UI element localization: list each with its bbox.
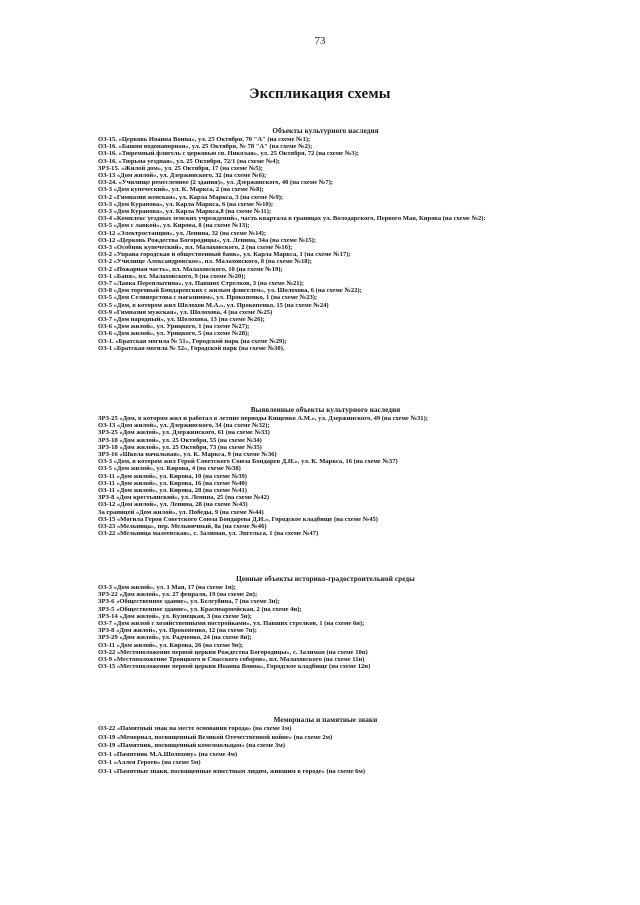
list-item: ОЗ-5 «Дом Селиверстова с магазином», ул. Прокопенко, 1 (на схеме №23);	[98, 294, 318, 302]
list-item: ЗРЗ-29 «Дом жилой», ул. Радченко, 24 (на схеме 8н);	[98, 634, 252, 642]
list-item: ОЗ-2 «Управа городская и общественный банк», ул. Карла Маркса, 1 (на схеме №17);	[98, 251, 351, 259]
list-item: ОЗ-2 «Училище Александровское», пл. Малаховского, 8 (на схеме №18);	[98, 258, 312, 266]
list-item: ЗРЗ-14 «Дом жилой», ул. Кузнецкая, 3 (на схеме 5н);	[98, 612, 252, 620]
list-item: ОЗ-1 «Памятник М.А.Шолохову» (на схеме 4м)	[98, 750, 238, 758]
section-heading: Объекты культурного наследия	[272, 127, 379, 135]
list-item: ЗРЗ-18 «Дом жилой», ул. 25 Октября, 55 (на схеме №34)	[98, 436, 262, 444]
list-item: ОЗ-4 «Комплекс уездных земских учреждений», часть квартала в границах ул. Володарского, Первого Мая, Кирова (на схеме №2):	[98, 215, 486, 223]
list-item: ОЗ-9 «Местоположение Троицкого и Спасского соборов», пл. Малаховского (на схеме 11н)	[98, 656, 365, 664]
list-item: ОЗ-1 «Братская могила № 52», Городской парк (на схеме №30).	[98, 344, 285, 352]
list-item: ОЗ-3 «Дом Куранова», ул. Карла Маркса,8 (на схеме №11);	[98, 208, 272, 216]
list-item: ОЗ-5 «Дом, в котором жил Шолохов М.А.», ул. Прокопенко, 15 (на схеме №24)	[98, 301, 329, 309]
list-item: ЗРЗ-25 «Дом, в котором жил и работал в летние периоды Кищенко А.М.», ул. Дзержинского, 49 (на схеме №31);	[98, 415, 428, 422]
list-item: ОЗ-13 «Дом жилой», ул. Дзержинского, 34 (на схеме №32);	[98, 422, 270, 430]
list-item: ЗРЗ-25 «Дом жилой», ул. Дзержинского, 61 (на схеме №33)	[98, 429, 270, 437]
list-item: ОЗ-11 «Дом жилой», ул. Кирова, 26 (на схеме 9н);	[98, 641, 244, 649]
list-item: ОЗ-19 «Памятник, посвященный комсомольцам» (на схеме 3м)	[98, 742, 285, 750]
list-item: ОЗ-11 «Дом жилой», ул. Кирова, 10 (на схеме №39)	[98, 472, 247, 480]
list-item: ОЗ-6 «Дом жилой», ул. Урицкого, 5 (на схеме №28);	[98, 330, 250, 338]
list-item: ОЗ-3 «Дом, в котором жил Герой Советского Союза Бондарев Д.И.», ул. К. Маркса, 16 (на схеме №37)	[98, 458, 398, 466]
list-item: ОЗ-1 «Баня», пл. Малаховского, 9 (на схеме №20);	[98, 272, 246, 280]
list-item: ОЗ-7 «Дом народный», ул. Шолохова, 13 (на схеме №26);	[98, 316, 265, 324]
list-item: ОЗ-22 «Мельница малеевская», с. Залиман, ул. Энгельса, 1 (на схеме №47)	[98, 530, 319, 538]
list-item: ОЗ-3 «Дом жилой», ул. 1 Мая, 17 (на схеме 1н);	[98, 584, 236, 591]
list-item: ОЗ-7 «Лавка Переплытина», ул. Павших Стрелков, 3 (на схеме №21);	[98, 280, 304, 288]
list-item: ЗРЗ-15. «Жилой дом», ул. 25 Октября, 17 (на схеме №5);	[98, 164, 263, 172]
entry-list	[98, 415, 553, 537]
entry-list	[98, 725, 553, 777]
list-item: ОЗ-12 «Электростанция», ул. Ленина, 32 (на схеме №14);	[98, 229, 267, 237]
list-item: ЗРЗ-18 «Дом жилой», ул. 25 Октября, 73 (на схеме №35)	[98, 443, 262, 451]
section-heading: Ценные объекты историко-градостроительной среды	[236, 575, 415, 583]
list-item: ОЗ-3 «Дом Куранова», ул. Карла Маркса, 6 (на схеме №10);	[98, 200, 274, 208]
list-item: ОЗ-11 «Дом жилой», ул. Кирова, 16 (на схеме №40)	[98, 479, 247, 487]
list-item: ЗРЗ-5 «Общественное здание», ул. Красноармейская, 2 (на схеме 4н);	[98, 605, 302, 613]
list-item: ЗРЗ-8 «Дом жилой», ул. Прокопенко, 12 (на схеме 7н);	[98, 627, 257, 635]
list-item: За границей «Дом жилой», ул. Победы, 9 (на схеме №44)	[98, 508, 264, 516]
list-item: ОЗ-13 «Дом жилой», ул. Дзержинского, 32 (на схеме №6);	[98, 172, 267, 180]
list-item: ОЗ-15 «Могила Героя Советского Союза Бондарева Д.И.», Городское кладбище (на схеме №45)	[98, 515, 378, 523]
entry-list	[98, 136, 553, 352]
section-memorials	[98, 715, 553, 777]
section-revealed-heritage	[98, 405, 553, 537]
list-item: ОЗ-15 «Местоположение первой церкви Иоанна Воина», Городское кладбище (на схеме 12н)	[98, 663, 371, 671]
list-item: ОЗ-5 «Дом жилой», ул. Кирова, 4 (на схеме №38)	[98, 465, 241, 473]
list-item: ОЗ-16. «Башня водонапорная», ул. 25 Октября, № 78 "А" (на схеме №2);	[98, 143, 313, 151]
page-title: Экспликация схемы	[249, 86, 391, 102]
list-item: ОЗ-23 «Мельница», пер. Мельничный, 8а (на схеме №46)	[98, 523, 267, 531]
list-item: ОЗ-9 «Гимназия мужская», ул. Шолохова, 4 (на схеме №25)	[98, 308, 273, 316]
list-item: ОЗ-22 «Местоположение первой церкви Рождества Богородицы», с. Залиман (на схеме 10н)	[98, 648, 368, 656]
section-heading: Мемориалы и памятные знаки	[273, 716, 378, 724]
list-item: ОЗ-19 «Мемориал, посвященный Великой Отечественной войне» (на схеме 2м)	[98, 733, 333, 741]
list-item: ОЗ-3 «Особняк купеческий», пл. Малаховского, 2 (на схеме №16);	[98, 244, 293, 252]
list-item: ОЗ-7 «Дом жилой с хозяйственными постройками», ул. Павших стрелков, 1 (на схеме 6н);	[98, 620, 365, 628]
entry-list	[98, 584, 553, 670]
list-item: ОЗ-24. «Училище ремесленное (2 здания)», ул. Дзержинского, 40 (на схеме №7);	[98, 179, 333, 187]
list-item: ОЗ-22 «Памятный знак на месте основания города» (на схеме 1м)	[98, 725, 292, 732]
list-item: ОЗ-2 «Пожарная часть», пл. Малаховского, 10 (на схеме №19);	[98, 265, 283, 273]
list-item: ОЗ-6 «Дом жилой», ул. Урицкого, 1 (на схеме №27);	[98, 323, 250, 331]
list-item: ЗРЗ-22 «Дом жилой», ул. 27 февраля, 19 (на схеме 2н);	[98, 591, 258, 599]
list-item: ОЗ-16. «Тюрьма уездная», ул. 25 Октября, 72/1 (на схеме №4);	[98, 157, 280, 165]
list-item: ОЗ-1. «Братская могила № 51», Городской парк (на схеме №29);	[98, 337, 287, 345]
list-item: ОЗ-8 «Дом торговый Бондаревских с жилым флигелем», ул. Шолохова, 6 (на схеме №22);	[98, 287, 362, 295]
list-item: ЗРЗ-6 «Общественное здание», ул. Белгубина, 7 (на схеме 3н);	[98, 598, 280, 606]
section-cultural-heritage	[98, 126, 553, 352]
list-item: ОЗ-16. «Тюремный флигель с церковью св. Николая», ул. 25 Октября, 72 (на схеме №3);	[98, 150, 359, 158]
page-number: 73	[314, 35, 326, 47]
section-heading: Выявленные объекты культурного наследия	[250, 406, 401, 414]
list-item: ОЗ-11 «Дом жилой», ул. Кирова, 28 (на схеме №41)	[98, 487, 247, 495]
list-item: ОЗ-12 «Дом жилой», ул. Ленина, 28 (на схеме №43)	[98, 501, 248, 509]
list-item: ОЗ-15. «Церковь Иоанна Воина», ул. 25 Октября, 70 "А" (на схеме №1);	[98, 136, 311, 143]
list-item: ОЗ-3 «Дом купеческий», ул. К. Маркса, 2 (на схеме №8);	[98, 186, 264, 194]
list-item: ЗРЗ-8 «Дом крестьянский», ул. Ленина, 25 (на схеме №42)	[98, 494, 270, 502]
list-item: ЗРЗ-16 «Школа начальная», ул. К. Маркса, 9 (на схеме №36)	[98, 451, 277, 459]
section-valuable-historic-objects	[98, 574, 553, 670]
list-item: ОЗ-12 «Церковь Рождества Богородицы», ул. Ленина, 34а (на схеме №15);	[98, 236, 317, 244]
list-item: ОЗ-1 «Памятные знаки, посвященные известным людям, жившим в городе» (на схеме 6м)	[98, 767, 366, 775]
list-item: ОЗ-1 «Аллея Героев» (на схеме 5м)	[98, 759, 201, 767]
list-item: ОЗ-5 «Дом с лавкой», ул. Кирова, 8 (на схеме №13);	[98, 222, 250, 230]
list-item: ОЗ-2 «Гимназия женская», ул. Карла Маркса, 3 (на схеме №9);	[98, 193, 284, 201]
